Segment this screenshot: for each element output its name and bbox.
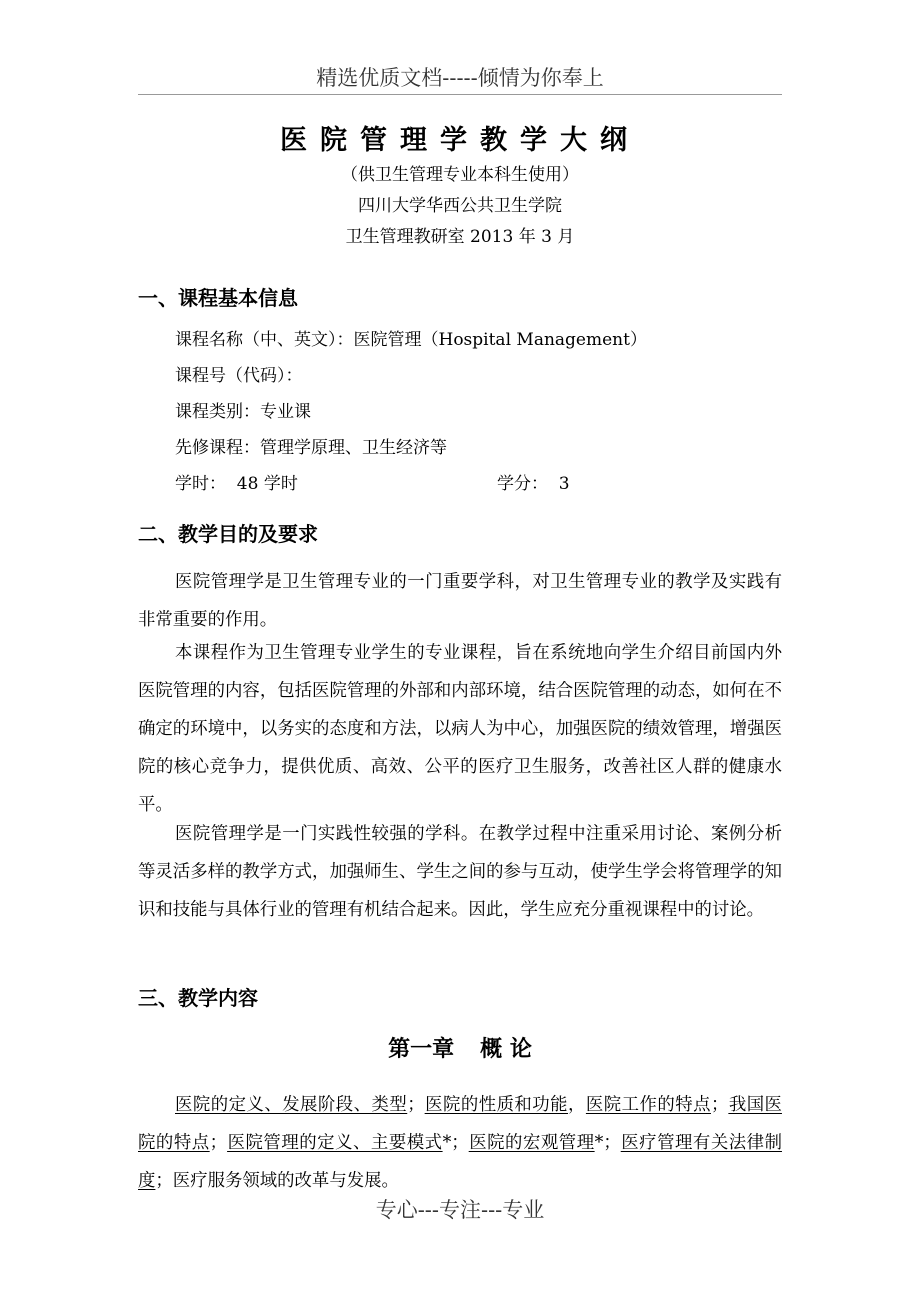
chapter-topics <box>138 1086 782 1200</box>
topic-legal-system: 医疗管理有关法律制度 <box>138 1133 782 1191</box>
topic-separator: ； <box>209 1133 228 1153</box>
chapter-heading <box>0 1032 920 1063</box>
topic-hospital-definition: 医院的定义、发展阶段、类型 <box>175 1095 408 1115</box>
topic-separator: *； <box>594 1133 621 1153</box>
objectives-paragraph-3: 医院管理学是一门实践性较强的学科。在教学过程中注重采用讨论、案例分析等灵活多样的教学方式，加强师生、学生之间的参与互动，使学生学会将管理学的知识和技能与具体行业的管理有机结合起来。因此，学生应充分重视课程中的讨论。 <box>138 824 782 920</box>
page-header: 精选优质文档-----倾情为你奉上 <box>316 66 604 90</box>
subtitle-audience: （供卫生管理专业本科生使用） <box>341 165 579 185</box>
objectives-paragraph-2: 本课程作为卫生管理专业学生的专业课程，旨在系统地向学生介绍目前国内外医院管理的内容，包括医院管理的外部和内部环境，结合医院管理的动态，如何在不确定的环境中，以务实的态度和方法，以病人为中心，加强医院的绩效管理，增强医院的核心竞争力，提供优质、高效、公平的医疗卫生服务，改善社区人群的健康水平。 <box>138 643 782 815</box>
topic-separator: ； <box>407 1095 425 1115</box>
section-heading-basic-info: 一、课程基本信息 <box>138 286 298 310</box>
subtitle-department-date: 卫生管理教研室 2013 年 3 月 <box>345 227 575 247</box>
section-heading-content: 三、教学内容 <box>138 986 258 1010</box>
topic-separator: *； <box>442 1133 469 1153</box>
topic-separator: ； <box>710 1095 729 1115</box>
document-title: 医院管理学教学大纲 <box>280 125 640 156</box>
page-footer: 专心---专注---专业 <box>375 1198 545 1222</box>
header-divider <box>138 94 782 95</box>
topic-separator: ， <box>568 1095 586 1115</box>
topic-closing: ；医疗服务领域的改革与发展。 <box>155 1171 399 1191</box>
topic-macro-management: 医院的宏观管理 <box>468 1133 595 1153</box>
objectives-paragraph-1: 医院管理学是卫生管理专业的一门重要学科，对卫生管理专业的教学及实践有非常重要的作用。 <box>138 572 782 630</box>
course-hours: 学时： 48 学时 <box>175 474 298 494</box>
chapter-number: 第一章 <box>388 1037 455 1062</box>
topic-hospital-work: 医院工作的特点 <box>585 1095 711 1115</box>
course-prerequisites: 先修课程：管理学原理、卫生经济等 <box>175 438 447 458</box>
subtitle-institution: 四川大学华西公共卫生学院 <box>358 196 562 216</box>
course-name: 课程名称（中、英文）：医院管理（Hospital Management） <box>175 330 647 350</box>
section-heading-objectives: 二、教学目的及要求 <box>138 522 318 546</box>
topic-management-models: 医院管理的定义、主要模式 <box>227 1133 443 1153</box>
course-credits: 学分： 3 <box>497 474 570 494</box>
topic-hospital-nature: 医院的性质和功能 <box>424 1095 569 1115</box>
course-category: 课程类别：专业课 <box>175 402 311 422</box>
chapter-name: 概 论 <box>480 1037 532 1062</box>
topic-china-hospitals: 我国医院的特点 <box>138 1095 782 1153</box>
course-code: 课程号（代码）： <box>175 366 303 386</box>
